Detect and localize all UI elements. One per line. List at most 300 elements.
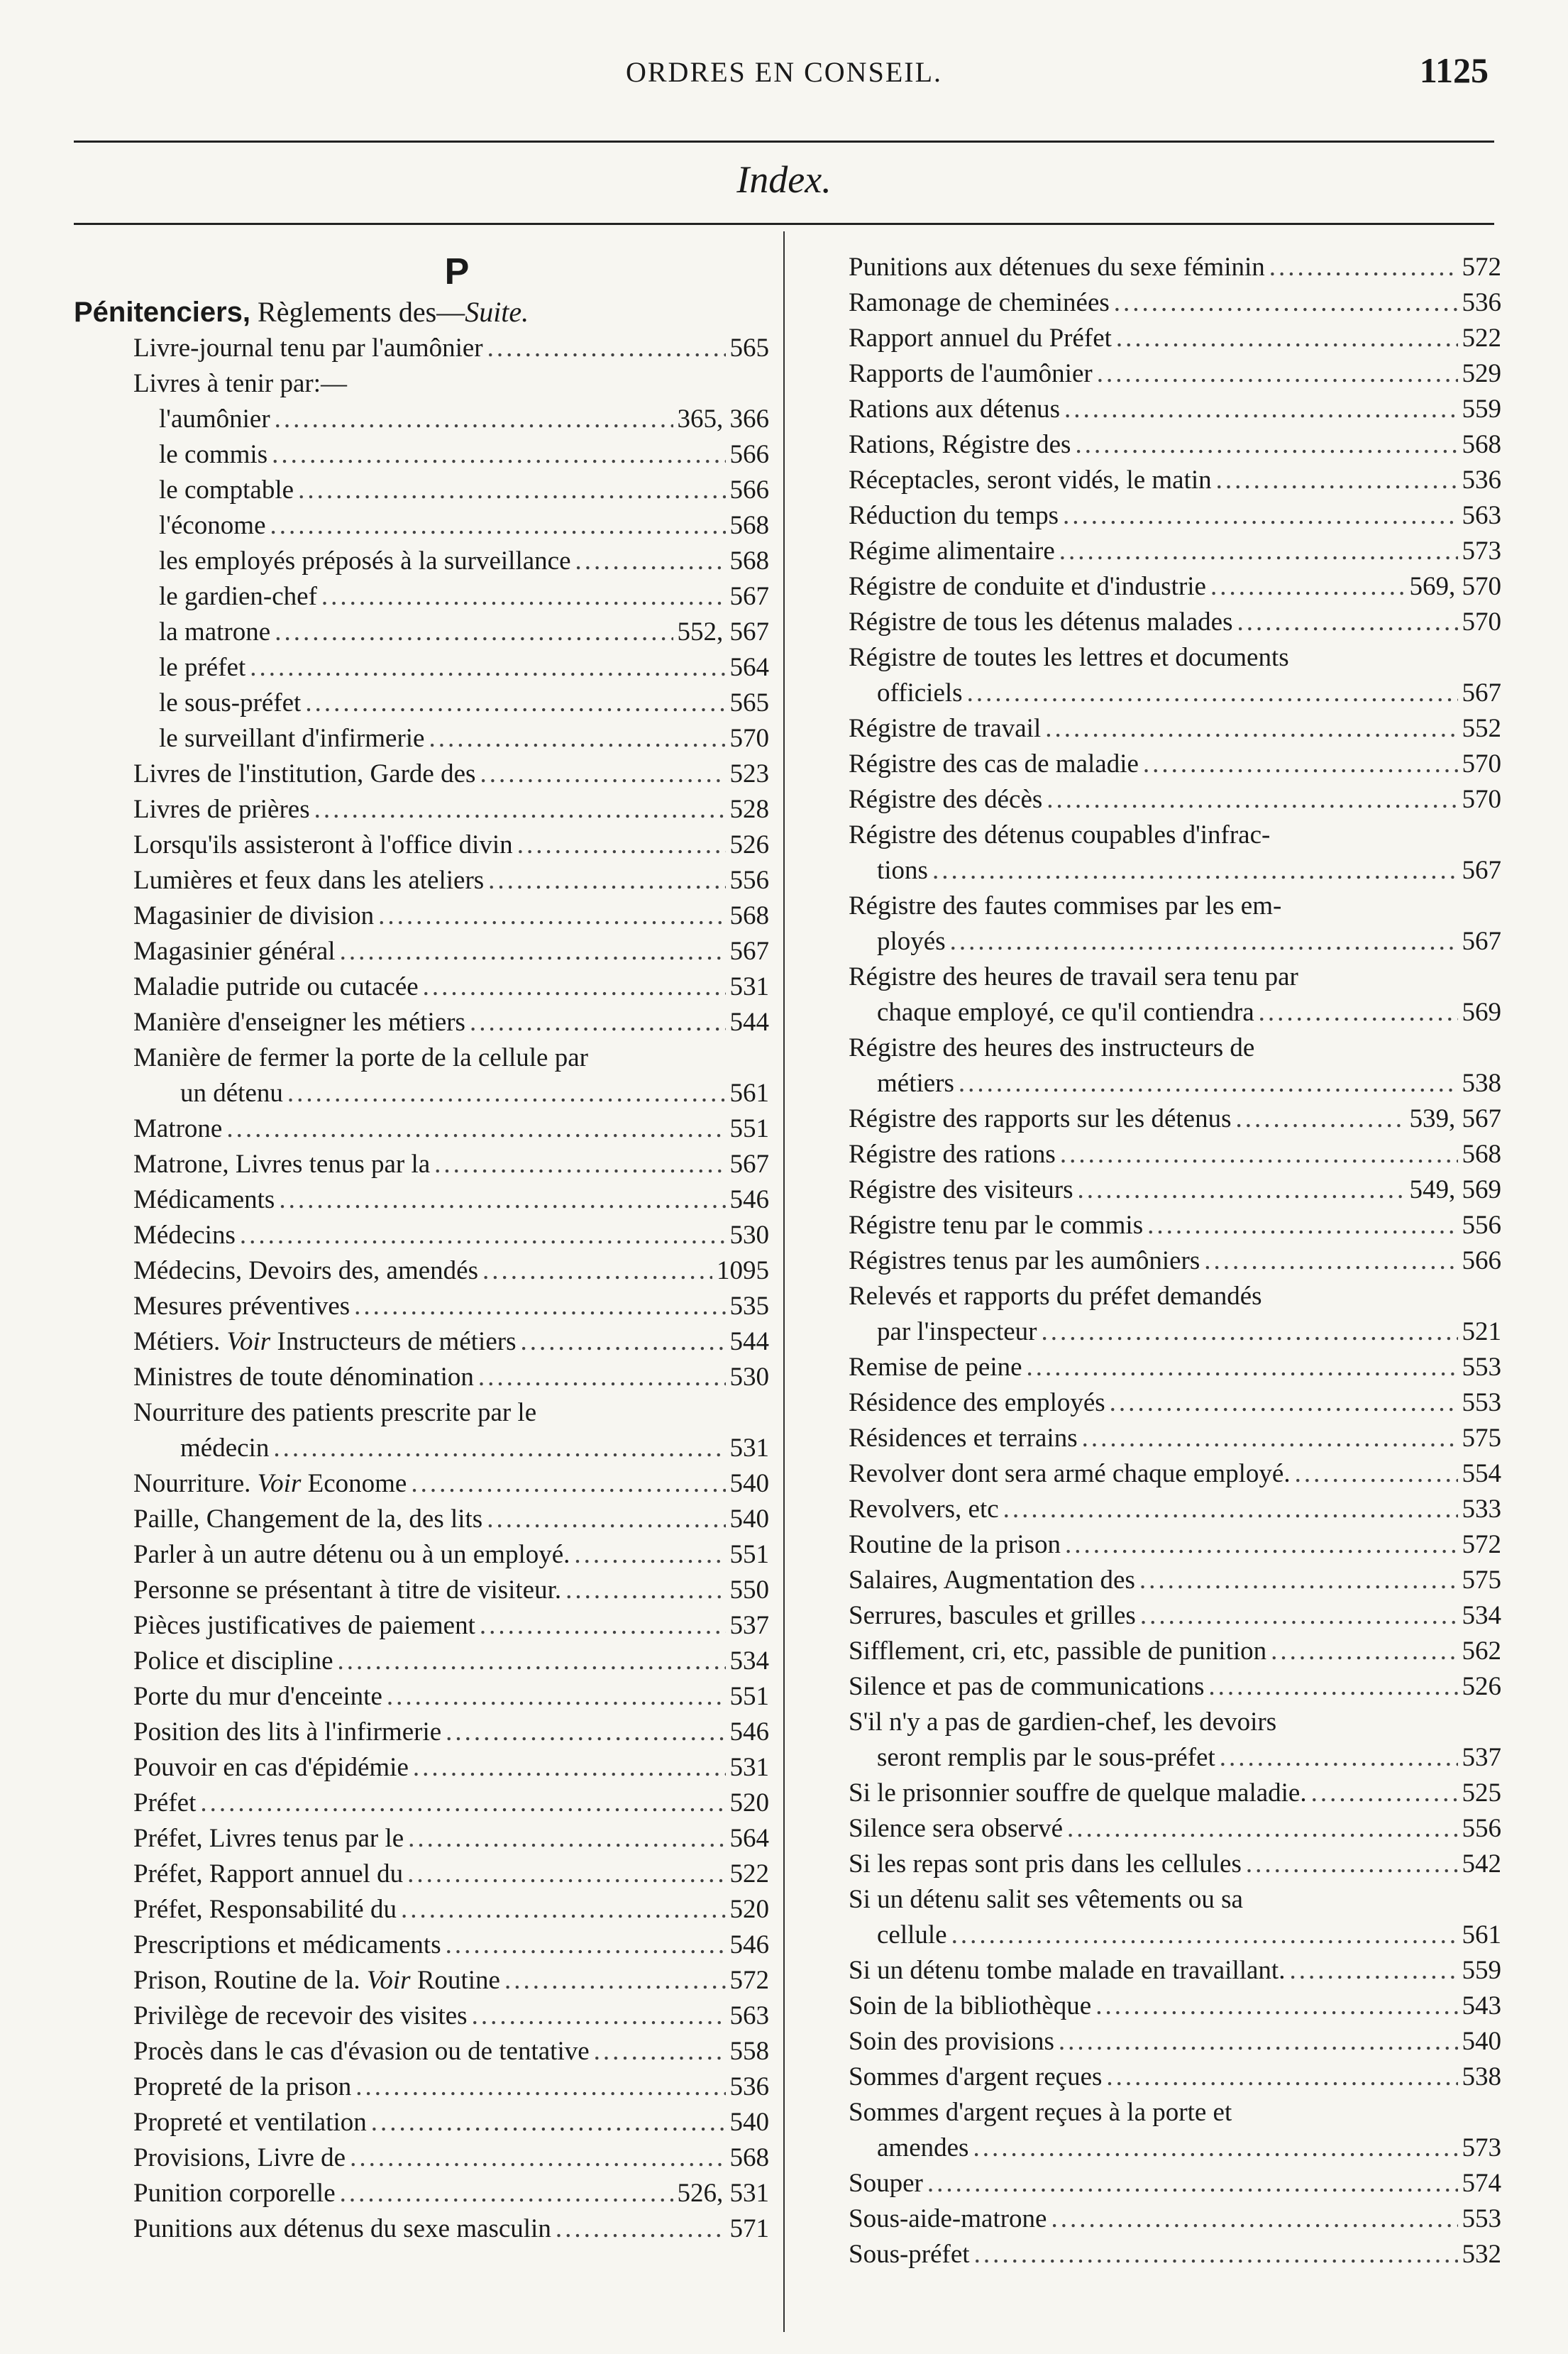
entry-text: Nourriture des patients prescrite par le [133,1398,537,1427]
index-entry [74,1005,769,1040]
entry-page-ref: 551 [729,1114,769,1143]
dot-leader [1059,2024,1458,2059]
entry-text: Matrone, Livres tenus par la [133,1150,431,1179]
entry-page-ref: 520 [729,1788,769,1817]
entry-text: Revolver dont sera armé chaque employé. [849,1459,1291,1488]
index-entry [849,1421,1501,1456]
dot-leader [321,579,726,615]
dot-leader [275,402,673,437]
entry-text: le commis [159,440,268,469]
entry-page-ref: 568 [1462,430,1501,459]
dot-leader [1235,1101,1405,1137]
index-entry [849,1137,1501,1172]
entry-page-ref: 536 [1462,288,1501,317]
entry-page-ref: 568 [729,546,769,576]
section-rule [74,223,1494,225]
entry-text: Punitions aux détenus du sexe masculin [133,2214,551,2243]
index-entry [849,2024,1501,2059]
entry-text: Remise de peine [849,1353,1022,1382]
entry-text: Si un détenu salit ses vêtements ou sa [849,1885,1243,1914]
dot-leader [340,934,726,969]
dot-leader [973,2130,1457,2166]
entry-text: Procès dans le cas d'évasion ou de tentative [133,2037,590,2066]
entry-page-ref: 554 [1462,1459,1501,1488]
index-entry [849,1172,1501,1208]
dot-leader [1106,2059,1457,2095]
entry-text: Rapports de l'aumônier [849,359,1093,388]
index-entry [74,1466,769,1502]
entry-page-ref: 553 [1462,1388,1501,1417]
entry-text: Régistre de conduite et d'industrie [849,572,1206,601]
index-entry [849,2201,1501,2237]
index-entry [74,1431,769,1466]
entry-page-ref: 564 [729,1824,769,1853]
dot-leader [1114,285,1458,321]
entry-page-ref: 571 [729,2214,769,2243]
entry-page-ref: 540 [729,1505,769,1534]
index-entry [74,650,769,686]
entry-text: Propreté et ventilation [133,2108,367,2137]
entry-text: le gardien-chef [159,582,317,611]
entry-text: Punition corporelle [133,2179,336,2208]
dot-leader [1110,1385,1458,1421]
dot-leader [594,2034,726,2069]
dot-leader [226,1111,725,1147]
dot-leader [446,1927,726,1963]
entry-text: Régistre des fautes commises par les em- [849,891,1282,920]
entry-text: Soin de la bibliothèque [849,1991,1092,2020]
entry-page-ref: 544 [729,1008,769,1037]
index-entry [74,1644,769,1679]
dot-leader [270,508,726,544]
index-entry [849,1989,1501,2024]
entry-page-ref: 553 [1462,2204,1501,2233]
entry-page-ref: 520 [729,1895,769,1924]
dot-leader [1139,1563,1458,1598]
index-entry [849,924,1501,959]
index-entry [74,1573,769,1608]
index-entry [849,1740,1501,1776]
entry-text: Revolvers, etc [849,1495,999,1524]
dot-leader [272,437,725,473]
index-entry [74,579,769,615]
dot-leader [1060,1137,1458,1172]
entry-text: Livres de prières [133,795,310,824]
entry-page-ref: 551 [729,1540,769,1569]
dot-leader [1259,995,1458,1030]
entry-text: Régistre de travail [849,714,1042,743]
entry-page-ref: 536 [1462,466,1501,495]
index-entry [849,1953,1501,1989]
entry-text: chaque employé, ce qu'il contiendra [877,998,1254,1027]
dot-leader [250,650,725,686]
dot-leader [1311,1776,1458,1811]
entry-text: Si le prisonnier souffre de quelque maladie. [849,1778,1307,1808]
running-title: ORDRES EN CONSEIL. [625,56,943,88]
entry-text: Paille, Changement de la, des lits [133,1505,483,1534]
index-entry [849,2237,1501,2272]
entry-text: Sous-préfet [849,2240,970,2269]
entry-page-ref: 565 [729,688,769,717]
entry-see-reference: Voir [257,1469,302,1498]
index-entry [74,1218,769,1253]
index-entry [849,285,1501,321]
index-entry [74,863,769,898]
entry-page-ref: 570 [1462,607,1501,637]
entry-page-ref: 529 [1462,359,1501,388]
index-entry [74,1679,769,1715]
entry-text: le préfet [159,653,246,682]
dot-leader [1059,534,1458,569]
entry-text: Régistres tenus par les aumôniers [849,1246,1200,1275]
dot-leader [472,1998,726,2034]
entry-text: Relevés et rapports du préfet demandés [849,1282,1262,1311]
index-entry [74,1502,769,1537]
entry-page-ref: 568 [729,511,769,540]
entry-text: Médecins [133,1221,236,1250]
entry-text: Régistre des heures des instructeurs de [849,1033,1255,1062]
entry-text: Si un détenu tombe malade en travaillant. [849,1956,1286,1985]
entry-page-ref: 540 [1462,2027,1501,2056]
index-entry [74,1750,769,1786]
entry-text: le surveillant d'infirmerie [159,724,425,753]
index-entry [74,402,769,437]
entry-text: Matrone [133,1114,223,1143]
entry-page-ref: 559 [1462,395,1501,424]
dot-leader [1289,1953,1457,1989]
index-entry [74,1395,769,1431]
dot-leader [401,1892,726,1927]
index-entry [74,2140,769,2176]
entry-page-ref: 574 [1462,2169,1501,2198]
entry-text: Magasinier général [133,937,336,966]
entry-text: tions [877,856,928,885]
index-letter: P [444,251,470,292]
entry-page-ref: 567 [729,582,769,611]
entry-text: Régistre de tous les détenus malades [849,607,1233,637]
entry-page-ref: 573 [1462,537,1501,566]
entry-see-reference: Voir [226,1327,271,1356]
entry-page-ref: 567 [1462,927,1501,956]
entry-text: Nourriture. Voir Econome [133,1469,407,1498]
entry-page-ref: 535 [729,1292,769,1321]
index-entry [849,498,1501,534]
left-entries [74,331,769,2247]
entry-page-ref: 556 [729,866,769,895]
dot-leader [305,686,725,721]
entry-page-ref: 1095 [717,1256,769,1285]
index-entry [74,1111,769,1147]
dot-leader [434,1147,725,1182]
dot-leader [387,1679,726,1715]
dot-leader [487,331,726,366]
entry-page-ref: 530 [729,1363,769,1392]
index-entry [849,463,1501,498]
index-entry [74,1927,769,1963]
entry-text: l'économe [159,511,266,540]
entry-text: métiers [877,1069,954,1098]
dot-leader [1210,569,1406,605]
entry-text: Réduction du temps [849,501,1059,530]
entry-text: Silence et pas de communications [849,1672,1205,1701]
entry-text: Rapport annuel du Préfet [849,324,1112,353]
dot-leader [1097,356,1458,392]
dot-leader [411,1466,725,1502]
entry-page-ref: 546 [729,1717,769,1747]
entry-text: Lorsqu'ils assisteront à l'office divin [133,830,513,859]
entry-text: officiels [877,678,963,708]
entry-page-ref: 556 [1462,1211,1501,1240]
entry-text: Sifflement, cri, etc, passible de punition [849,1637,1267,1666]
index-entry [74,827,769,863]
entry-page-ref: 565 [729,334,769,363]
dot-leader [1220,1740,1458,1776]
index-entry [74,2176,769,2211]
index-entry [74,1998,769,2034]
entry-text: Ramonage de cheminées [849,288,1110,317]
entry-text: Souper [849,2169,923,2198]
dot-leader [1047,782,1457,818]
entry-text: Lumières et feux dans les ateliers [133,866,485,895]
index-entry [849,1385,1501,1421]
entry-text: Magasinier de division [133,901,375,930]
entry-page-ref: 556 [1462,1814,1501,1843]
entry-page-ref: 522 [1462,324,1501,353]
entry-text: Pouvoir en cas d'épidémie [133,1753,409,1782]
index-entry [849,321,1501,356]
dot-leader [480,1608,726,1644]
entry-text: Porte du mur d'enceinte [133,1682,382,1711]
dot-leader [1082,1421,1458,1456]
entry-page-ref: 569, 570 [1409,572,1501,601]
index-entry [74,1253,769,1289]
entry-page-ref: 570 [1462,749,1501,779]
entry-page-ref: 551 [729,1682,769,1711]
index-entry [849,534,1501,569]
entry-page-ref: 530 [729,1221,769,1250]
dot-leader [932,853,1458,889]
entry-text: Résidences et terrains [849,1424,1078,1453]
index-entry [74,331,769,366]
entry-text: Provisions, Livre de [133,2143,346,2172]
entry-page-ref: 525 [1462,1778,1501,1808]
entry-page-ref: 537 [1462,1743,1501,1772]
entry-page-ref: 562 [1462,1637,1501,1666]
index-entry [849,818,1501,853]
entry-page-ref: 568 [729,2143,769,2172]
index-entry [849,1669,1501,1705]
entry-see-reference: Voir [366,1966,411,1995]
dot-leader [1295,1456,1458,1492]
entry-page-ref: 569 [1462,998,1501,1027]
entry-text: Régistre des cas de maladie [849,749,1139,779]
entry-page-ref: 365, 366 [677,405,769,434]
column-divider [783,231,785,2332]
dot-leader [1063,498,1458,534]
dot-leader [478,1360,726,1395]
dot-leader [480,757,725,792]
entry-text: Préfet, Livres tenus par le [133,1824,404,1853]
index-entry [74,721,769,757]
dot-leader [340,2176,673,2211]
entry-page-ref: 531 [729,1753,769,1782]
entry-text: Manière d'enseigner les métiers [133,1008,465,1037]
dot-leader [429,721,725,757]
entry-page-ref: 573 [1462,2133,1501,2162]
entry-page-ref: 566 [1462,1246,1501,1275]
index-entry [849,1279,1501,1314]
index-entry [74,1857,769,1892]
index-entry [849,1456,1501,1492]
index-entry [74,2211,769,2247]
index-entry [849,782,1501,818]
entry-page-ref: 534 [1462,1601,1501,1630]
dot-leader [1067,1811,1457,1847]
entry-text: médecin [180,1434,270,1463]
entry-text: Régime alimentaire [849,537,1055,566]
entry-text: Réceptacles, seront vidés, le matin [849,466,1212,495]
entry-text: Propreté de la prison [133,2072,352,2101]
dot-leader [1143,747,1458,782]
index-entry [74,1289,769,1324]
entry-text: les employés préposés à la surveillance [159,546,571,576]
dot-leader [967,676,1458,711]
entry-page-ref: 570 [1462,785,1501,814]
index-entry [849,2095,1501,2130]
entry-page-ref: 567 [1462,856,1501,885]
index-entry [74,508,769,544]
dot-leader [959,1066,1458,1101]
index-entry [74,686,769,721]
index-entry [74,1715,769,1750]
entry-text: S'il n'y a pas de gardien-chef, les devoirs [849,1707,1277,1737]
right-entries [849,250,1501,2272]
entry-page-ref: 540 [729,2108,769,2137]
dot-leader [950,924,1458,959]
entry-text: Régistre des rations [849,1140,1056,1169]
entry-text: Médicaments [133,1185,275,1214]
dot-leader [273,1431,725,1466]
index-entry [849,356,1501,392]
index-entry [74,969,769,1005]
entry-page-ref: 550 [729,1575,769,1605]
dot-leader [279,1182,725,1218]
entry-text: Ministres de toute dénomination [133,1363,474,1392]
dot-leader [504,1963,726,1998]
heading-bold: Pénitenciers, [74,297,251,328]
dot-leader [355,2069,725,2105]
index-entry [849,1243,1501,1279]
dot-leader [1269,250,1458,285]
index-entry [74,1324,769,1360]
entry-page-ref: 570 [729,724,769,753]
index-entry [74,366,769,402]
index-entry [849,2059,1501,2095]
entry-page-ref: 521 [1462,1317,1501,1346]
dot-leader [298,473,725,508]
page-number: 1125 [1419,50,1489,90]
dot-leader [240,1218,726,1253]
entry-text: l'aumônier [159,405,270,434]
dot-leader [482,1253,712,1289]
index-entry [849,959,1501,995]
entry-text: Serrures, bascules et grilles [849,1601,1136,1630]
index-entry [74,1360,769,1395]
entry-page-ref: 536 [729,2072,769,2101]
entry-text: Régistre de toutes les lettres et documents [849,643,1289,672]
entry-text: la matrone [159,617,271,647]
entry-page-ref: 526 [729,830,769,859]
entry-text: Soin des provisions [849,2027,1054,2056]
entry-text: Régistre des rapports sur les détenus [849,1104,1232,1133]
dot-leader [565,1573,725,1608]
dot-leader [1065,1527,1457,1563]
dot-leader [1095,1989,1457,2024]
entry-text: Régistre des visiteurs [849,1175,1073,1204]
dot-leader [354,1289,725,1324]
dot-leader [1147,1208,1457,1243]
entry-page-ref: 563 [1462,501,1501,530]
index-entry [849,1705,1501,1740]
dot-leader [287,1076,726,1111]
index-entry [74,1821,769,1857]
entry-page-ref: 575 [1462,1424,1501,1453]
dot-leader [446,1715,725,1750]
index-entry [849,640,1501,676]
dot-leader [487,1502,725,1537]
entry-page-ref: 538 [1462,1069,1501,1098]
index-entry [849,1208,1501,1243]
index-entry [849,392,1501,427]
entry-page-ref: 543 [1462,1991,1501,2020]
entry-page-ref: 538 [1462,2062,1501,2091]
index-entry [849,853,1501,889]
running-head [74,50,1494,99]
heading-italic: Suite. [465,296,529,328]
entry-page-ref: 526 [1462,1672,1501,1701]
dot-leader [488,863,725,898]
index-entry [849,2166,1501,2201]
dot-leader [200,1786,725,1821]
index-entry [74,792,769,827]
entry-page-ref: 563 [729,2001,769,2030]
dot-leader [1051,2201,1457,2237]
entry-text: Rations aux détenus [849,395,1061,424]
entry-text: Préfet, Rapport annuel du [133,1859,404,1888]
index-entry [849,250,1501,285]
dot-leader [556,2211,726,2247]
index-entry [849,1563,1501,1598]
entry-text: Préfet [133,1788,197,1817]
entry-text: Régistre des détenus coupables d'infrac- [849,820,1271,849]
entry-text: Prescriptions et médicaments [133,1930,441,1959]
index-entry [849,676,1501,711]
entry-text: par l'inspecteur [877,1317,1037,1346]
dot-leader [1027,1350,1458,1385]
entry-page-ref: 528 [729,795,769,824]
index-entry [74,2105,769,2140]
entry-text: Manière de fermer la porte de la cellule par [133,1043,588,1072]
entry-text: Régistre des décès [849,785,1043,814]
section-title: Index. [736,158,832,201]
entry-page-ref: 559 [1462,1956,1501,1985]
entry-text: Position des lits à l'infirmerie [133,1717,442,1747]
index-entry [849,995,1501,1030]
index-entry [849,569,1501,605]
index-entry [849,1918,1501,1953]
entry-page-ref: 572 [1462,253,1501,282]
entry-text: Régistre des heures de travail sera tenu par [849,962,1298,991]
